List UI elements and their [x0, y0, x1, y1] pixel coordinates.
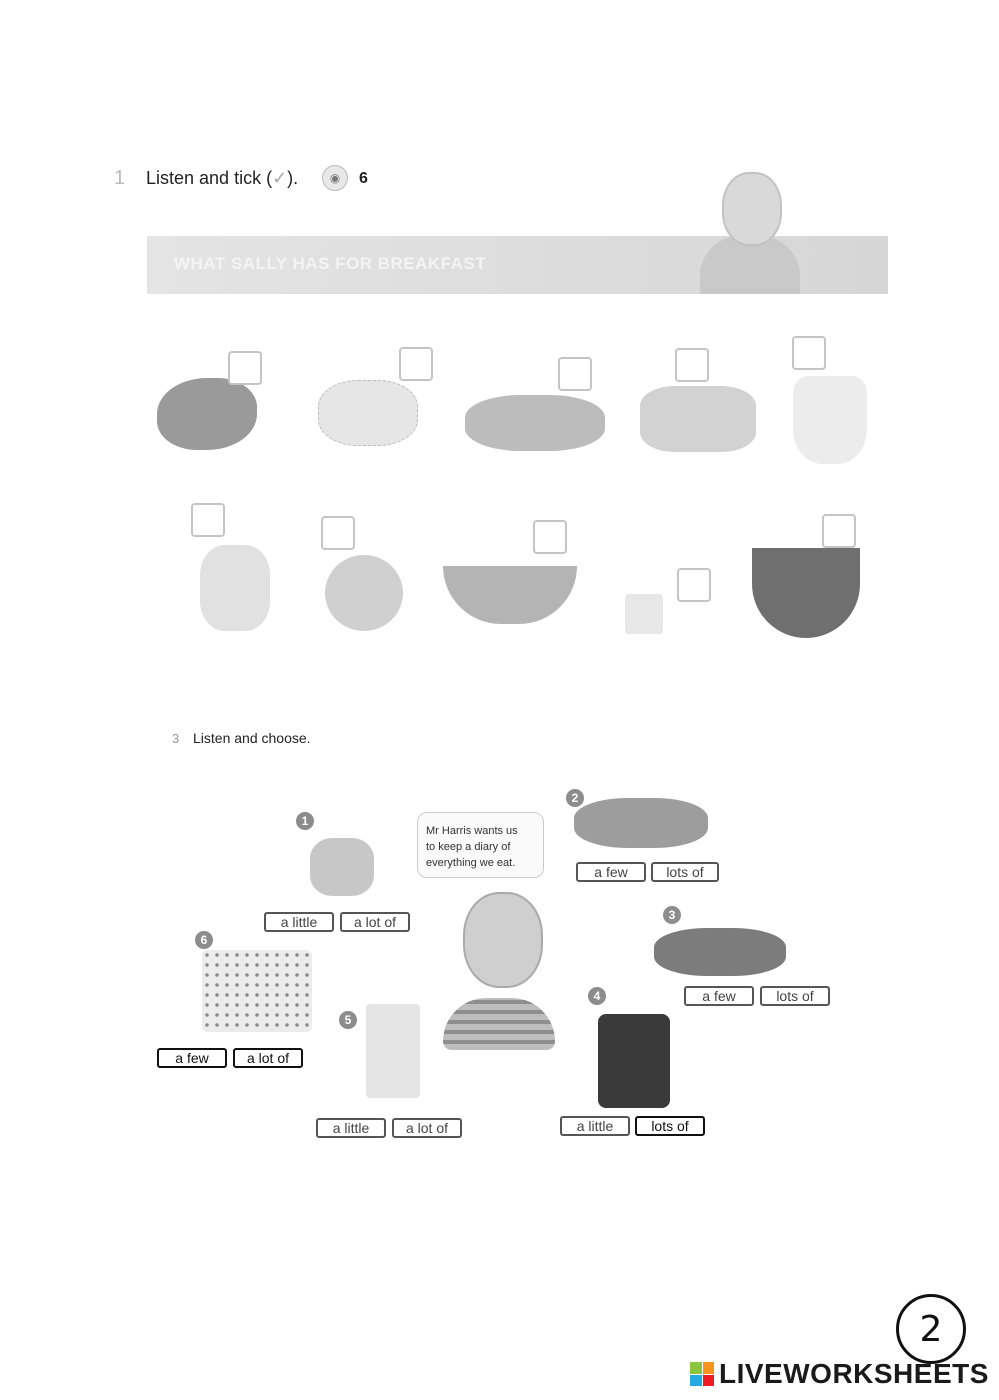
grapes-icon: [318, 380, 418, 446]
tickbox-grapes[interactable]: [399, 347, 433, 381]
speech-bubble: [417, 812, 544, 878]
biscuits-icon: [202, 950, 312, 1032]
exercise3-instruction: Listen and choose.: [193, 730, 311, 746]
tickbox-cereal[interactable]: [822, 514, 856, 548]
instruction-suffix: ).: [287, 168, 299, 188]
option-1-a[interactable]: a little: [264, 912, 334, 932]
milk-jug-icon: [793, 376, 867, 464]
exercise3-number: 3: [172, 731, 180, 746]
option-5-b[interactable]: a lot of: [392, 1118, 462, 1138]
option-6-b[interactable]: a lot of: [233, 1048, 303, 1068]
honey-jar-icon: [200, 545, 270, 631]
boy-photo: [463, 892, 543, 988]
option-3-b[interactable]: lots of: [760, 986, 830, 1006]
tickbox-drink[interactable]: [677, 568, 711, 602]
banner-title: WHAT SALLY HAS FOR BREAKFAST: [174, 254, 487, 273]
avocado-icon: [157, 378, 257, 450]
option-1-b[interactable]: a lot of: [340, 912, 410, 932]
speech-line-2: to keep a diary of: [426, 841, 511, 853]
cd-icon: ◉: [322, 165, 348, 191]
item-number-4: 4: [588, 987, 606, 1005]
liveworksheets-logo-text: LIVEWORKSHEETS: [719, 1358, 989, 1389]
honey-jar-icon: [310, 838, 374, 896]
tickbox-milk-jug[interactable]: [792, 336, 826, 370]
peach-icon: [325, 555, 403, 631]
milk-glass-icon: [366, 1004, 420, 1098]
option-4-b[interactable]: lots of: [635, 1116, 705, 1136]
option-5-a[interactable]: a little: [316, 1118, 386, 1138]
tickbox-peach[interactable]: [321, 516, 355, 550]
exercise-instruction: [146, 168, 298, 189]
tickbox-watermelon[interactable]: [533, 520, 567, 554]
girl-photo: [722, 172, 782, 246]
exercise-number: 1: [114, 167, 126, 189]
tickbox-dried-fruit[interactable]: [675, 348, 709, 382]
item-number-6: 6: [195, 931, 213, 949]
option-2-a[interactable]: a few: [576, 862, 646, 882]
instruction-prefix: Listen and tick (: [146, 168, 273, 188]
item-number-1: 1: [296, 812, 314, 830]
track-number: 6: [359, 170, 368, 187]
dried-fruit-icon: [640, 386, 756, 452]
speech-line-1: Mr Harris wants us: [426, 825, 518, 837]
option-6-a[interactable]: a few: [157, 1048, 227, 1068]
tickbox-honey[interactable]: [191, 503, 225, 537]
cereal-bowl-icon: [752, 548, 860, 638]
option-2-b[interactable]: lots of: [651, 862, 719, 882]
speech-line-3: everything we eat.: [426, 857, 516, 869]
boy-photo-body: [443, 998, 555, 1050]
option-4-a[interactable]: a little: [560, 1116, 630, 1136]
item-number-2: 2: [566, 789, 584, 807]
jam-jar-icon: [598, 1014, 670, 1108]
tick-symbol: ✓: [272, 168, 288, 188]
blueberries-icon: [654, 928, 786, 976]
option-3-a[interactable]: a few: [684, 986, 754, 1006]
item-number-3: 3: [663, 906, 681, 924]
liveworksheets-logo-icon: [690, 1362, 714, 1386]
watermelon-icon: [443, 566, 577, 624]
tickbox-avocado[interactable]: [228, 351, 262, 385]
drink-glass-icon: [625, 594, 663, 634]
tickbox-nuts[interactable]: [558, 357, 592, 391]
page-number: 2: [896, 1294, 966, 1364]
strawberries-icon: [574, 798, 708, 848]
item-number-5: 5: [339, 1011, 357, 1029]
nuts-icon: [465, 395, 605, 451]
